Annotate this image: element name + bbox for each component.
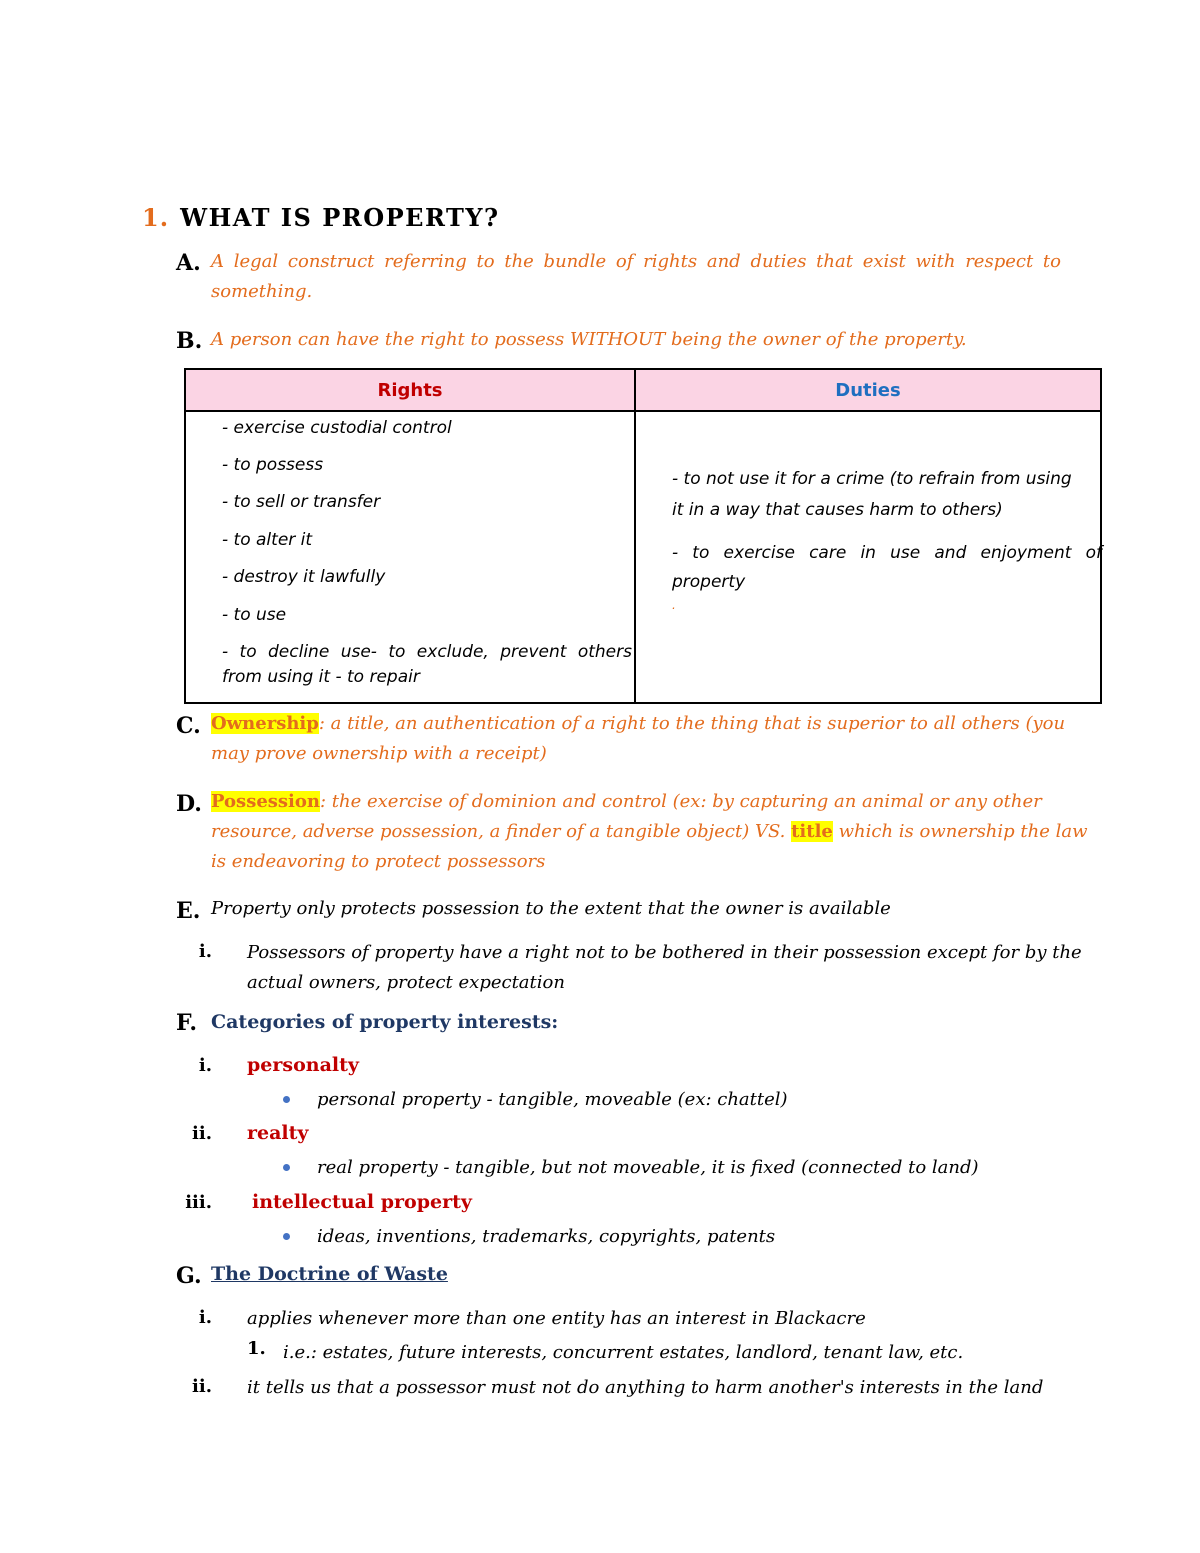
waste-item-i: applies whenever more than one entity has an interest in Blackacre (247, 1308, 866, 1329)
item-label-c: C. (176, 713, 201, 739)
category-num: iii. (185, 1192, 212, 1213)
item-label-g: G. (176, 1263, 202, 1289)
item-c-line1: : a title, an authentication of a right to the thing that is superior to all others (you (318, 713, 1066, 734)
item-label-e: E. (176, 898, 201, 924)
categories-title: Categories of property interests: (211, 1011, 559, 1033)
category-num: ii. (192, 1123, 212, 1144)
section-heading (142, 203, 500, 232)
item-d-line2b: which is ownership the law (838, 821, 1088, 842)
rights-item-last-line1: - to decline use- to exclude, prevent others (222, 642, 632, 662)
bullet-icon (283, 1233, 290, 1240)
item-a-line2: something. (211, 281, 313, 302)
duties-dot: . (672, 598, 676, 612)
possession-term: Possession (211, 791, 320, 812)
waste-item-num: i. (198, 1307, 212, 1328)
bullet-icon (283, 1164, 290, 1171)
rights-header: Rights (377, 379, 443, 401)
item-label-d: D. (176, 791, 202, 817)
rights-item: - to possess (222, 455, 324, 475)
item-e-sub-i-label: i. (198, 941, 212, 962)
category-detail: real property - tangible, but not moveable, it is fixed (connected to land) (317, 1157, 979, 1178)
duties-cell (635, 411, 1101, 703)
rights-item: - to sell or transfer (222, 492, 381, 512)
item-d-line3: is endeavoring to protect possessors (211, 851, 546, 872)
rights-header-cell (185, 369, 635, 411)
rights-item: - destroy it lawfully (222, 567, 386, 587)
waste-sub-num: 1. (247, 1338, 266, 1359)
category-num: i. (198, 1055, 212, 1076)
category-name: personalty (247, 1054, 359, 1076)
waste-item-num: ii. (192, 1376, 212, 1397)
item-a-text (211, 247, 1061, 307)
item-label-b: B. (176, 328, 203, 354)
rights-cell (185, 411, 635, 703)
ownership-term: Ownership (211, 713, 319, 734)
rights-item-last-line2: from using it - to repair (222, 667, 420, 687)
item-label-f: F. (176, 1010, 198, 1036)
section-number: 1. (142, 203, 170, 232)
item-d-line1: : the exercise of dominion and control (ex: by capturing an animal or any other (319, 791, 1042, 812)
item-b-text: A person can have the right to possess WITHOUT being the owner of the property. (211, 329, 967, 350)
item-e-sub-i-text (247, 938, 1082, 998)
category-detail: personal property - tangible, moveable (ex: chattel) (317, 1089, 788, 1110)
item-e-sub-i-line2: actual owners, protect expectation (247, 972, 565, 993)
item-c-text (211, 709, 1066, 769)
item-e-text: Property only protects possession to the extent that the owner is available (211, 898, 891, 919)
item-d-line2a: resource, adverse possession, a finder of a tangible object) VS. (211, 821, 786, 842)
duties-item-1-line1: - to not use it for a crime (to refrain from using (672, 469, 1072, 489)
waste-item-ii: it tells us that a possessor must not do anything to harm another's interests in the land (247, 1377, 1044, 1398)
item-label-a: A. (176, 250, 201, 276)
item-d-text (211, 787, 1088, 877)
duties-item-1-line2: it in a way that causes harm to others) (672, 500, 1003, 520)
bullet-icon (283, 1096, 290, 1103)
duties-header: Duties (835, 379, 901, 401)
rights-item: - to use (222, 605, 287, 625)
item-c-line2: may prove ownership with a receipt) (211, 743, 547, 764)
duties-header-cell (635, 369, 1101, 411)
rights-item: - to alter it (222, 530, 313, 550)
category-detail: ideas, inventions, trademarks, copyrights, patents (317, 1226, 776, 1247)
item-a-line1: A legal construct referring to the bundle of rights and duties that exist with respect to (211, 251, 1061, 272)
item-e-sub-i-line1: Possessors of property have a right not to be bothered in their possession except for by the (247, 942, 1082, 963)
doctrine-of-waste-title: The Doctrine of Waste (211, 1263, 448, 1285)
title-term: title (791, 821, 833, 842)
section-title: WHAT IS PROPERTY? (180, 203, 500, 232)
waste-sub-1: i.e.: estates, future interests, concurrent estates, landlord, tenant law, etc. (283, 1342, 964, 1363)
category-name: realty (247, 1122, 309, 1144)
duties-item-2-line1: - to exercise care in use and enjoyment of (672, 543, 1102, 563)
category-name: intellectual property (252, 1191, 472, 1213)
rights-item: - exercise custodial control (222, 418, 452, 438)
rights-duties-table (184, 368, 1102, 704)
duties-item-2-line2: property (672, 572, 746, 592)
